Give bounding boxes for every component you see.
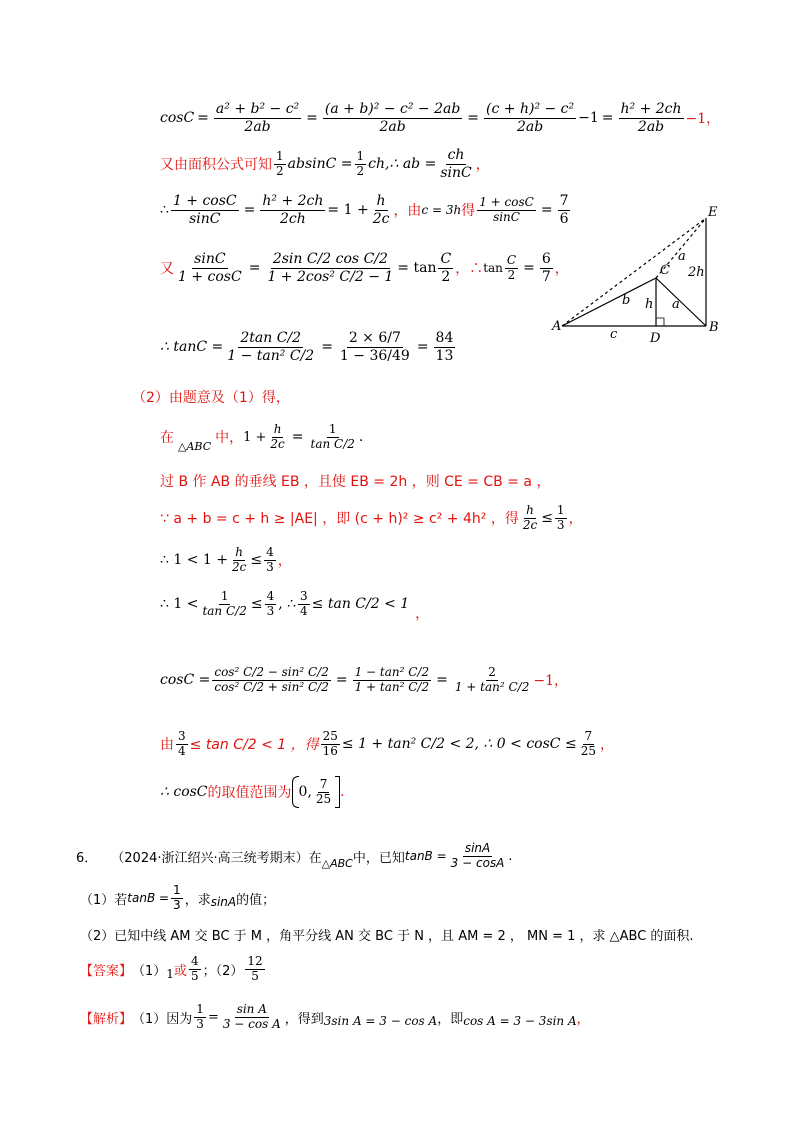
label-E: E <box>708 205 718 220</box>
eq-cos-tan: cosC = $\frac{\text{cos² C/2 − sin² C/2}}{\text{cos² C/2 + sin² C/2}}$ = $\frac{\text{1 − tan² C/2}}{\text{1 + tan² C/2}}$ = $\frac{2}{\text{1 + tan² C/2}}$ −1， <box>160 664 568 694</box>
label-c: c <box>610 327 618 342</box>
label-a-side: a <box>672 297 680 312</box>
problem6-q2: （2）已知中线 AM 交 BC 于 M ，角平分线 AN 交 BC 于 N ，且 AM = 2 ， MN = 1 ，求 △ABC 的面积. <box>80 928 694 944</box>
frac-law-of-cosines: $\frac{\text{a² + b² − c²}}{2ab}$ <box>215 101 300 135</box>
triangle-figure <box>548 200 738 350</box>
label-a-top: a <box>678 249 686 264</box>
problem6-answer: 【答案】 （1） 1 或 $\frac{4}{5}$ ；（2） $\frac{12}{5}$ <box>80 953 263 983</box>
construct-line: 过 B 作 AB 的垂线 EB ，且使 EB = 2h ，则 CE = CB = a ， <box>160 474 551 490</box>
range2-line: ∴ 1 < $\frac{1}{\text{tan C/2}}$ ≤ $\frac{4}{3}$ , ∴ $\frac{3}{4}$ ≤ tan C/2 < 1 ， <box>160 588 430 622</box>
side-CB <box>656 278 706 326</box>
side-AC <box>562 278 656 326</box>
eq-area-formula: 又由面积公式可知 $\frac{1}{2}$ absinC = $\frac{1}{2}$ ch,∴ ab = $\frac{ch}{\sin C}$ ， <box>160 147 490 181</box>
cosC-lhs: cosC <box>160 110 195 126</box>
eq-ratio: ∴ $\frac{1 + \cos C}{\sin C}$ = $\frac{\text{h² + 2ch}}{2ch}$ = 1 + $\frac{h}{2c}$ ，由 c = 3h 得 $\frac{1 + \cos C}{\sin C}$ = $\frac{7}{6}$ <box>160 193 569 227</box>
label-h: h <box>645 297 654 312</box>
frac-expand-3: $\frac{\text{h² + 2ch}}{2ab}$ <box>620 101 682 135</box>
frac-expand-2: $\frac{\text{(c + h)² − c²}}{2ab}$ <box>486 101 575 135</box>
eq-cosC-expansion: cosC = $\frac{\text{a² + b² − c²}}{2ab}$ = $\frac{\text{(a + b)² − c² − 2ab}}{2ab}$ = $\frac{\text{(c + h)² − c²}}{2ab}$ −1 = $\frac{\text{h² + 2ch}}{2ab}$ −1， <box>160 101 721 135</box>
conclusion-line: ∴ cosC 的取值范围为 0, $\frac{7}{25}$ . <box>160 772 345 812</box>
label-D: D <box>650 331 661 346</box>
analysis-tag: 【解析】 <box>80 1011 133 1027</box>
label-C: C <box>660 263 670 278</box>
ineq-line: ∵ a + b = c + h ≥ |AE| ，即 (c + h)² ≥ c² + 4h² ，得 $\frac{h}{2c}$ ≤ $\frac{1}{3}$ ， <box>160 502 583 532</box>
eq-half-angle: 又 $\frac{\sin C}{1 + \cos C}$ = $\frac{\text{2sin C/2 cos C/2}}{\text{1 + 2cos² C/2 − 1}}$ = tan $\frac{C}{2}$ ，∴ tan $\frac{C}{2}$ = $\frac{6}{7}$ ， <box>160 251 569 285</box>
right-angle-D <box>656 318 664 326</box>
frac-expand-1: $\frac{\text{(a + b)² − c² − 2ab}}{2ab}$ <box>324 101 461 135</box>
eq-tanC: ∴ tanC = $\frac{\text{2tan C/2}}{\text{1 − tan² C/2}}$ = $\frac{2 \times 6/7}{1 - 36/49}$ = $\frac{84}{13}$ <box>160 330 454 364</box>
label-A: A <box>552 319 562 334</box>
eq-final-ineq: 由 $\frac{3}{4}$ ≤ tan C/2 < 1 ，得 $\frac{25}{16}$ ≤ 1 + tan² C/2 < 2, ∴ 0 < cosC ≤ $\frac{7}{25}$ ， <box>160 728 614 758</box>
label-2h: 2h <box>688 265 705 280</box>
label-b: b <box>622 293 631 308</box>
part2-intro: （2）由题意及（1）得， <box>132 390 290 406</box>
range1-line: ∴ 1 < 1 + $\frac{h}{2c}$ ≤ $\frac{4}{3}$ ， <box>160 544 292 574</box>
problem6-q1: （1）若 tanB = $\frac{1}{3}$ ，求 sinA 的值； <box>80 882 276 912</box>
dashed-AE <box>562 218 706 326</box>
answer-tag: 【答案】 <box>80 963 133 979</box>
problem6-analysis: 【解析】 （1）因为 $\frac{1}{3}$ = $\frac{\text{sin A}}{\text{3 − cos A}}$ ，得到 3sin A = 3 − cos A ，即 cos A = 3 − 3sin A ， <box>80 1001 590 1031</box>
eq-part2-relation: 在 △ABC 中， 1 + $\frac{h}{2c}$ = $\frac{1}{\text{tan C/2}}$ . <box>160 421 364 453</box>
problem6-stem: 6． （2024·浙江绍兴·高三统考期末） 在 △ABC 中，已知 tanB = $\frac{\sin A}{3 - \cos A}$ . <box>76 840 513 870</box>
label-B: B <box>709 320 719 335</box>
